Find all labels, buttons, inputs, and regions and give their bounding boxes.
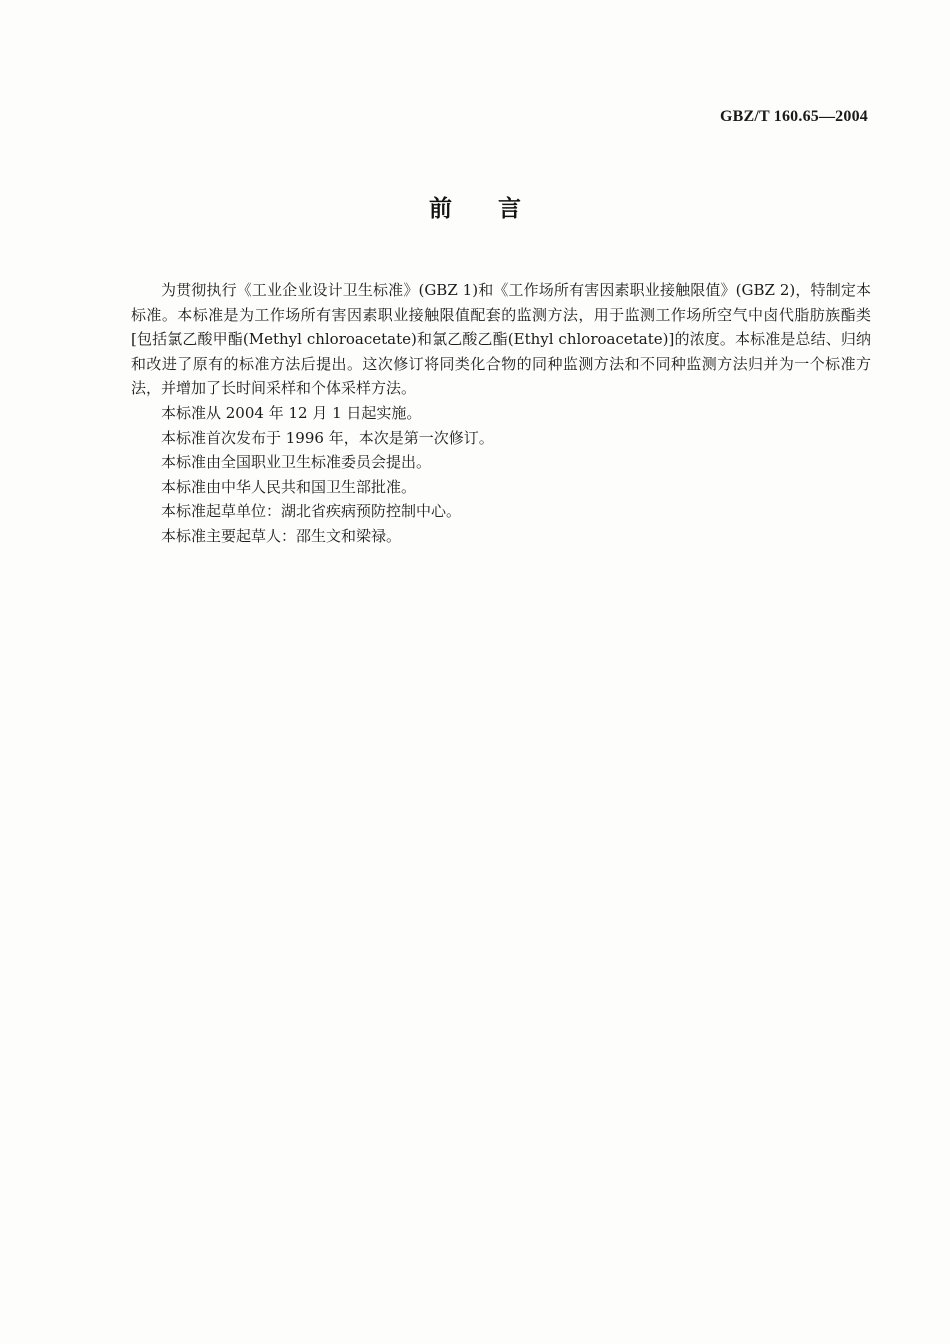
paragraph-effective-date: 本标准从 2004 年 12 月 1 日起实施。 [161,403,422,422]
paragraph-proposed-by: 本标准由全国职业卫生标准委员会提出。 [161,453,432,472]
page-title: 前言 [429,196,567,222]
paragraph-purpose: 为贯彻执行《工业企业设计卫生标准》(GBZ 1)和《工作场所有害因素职业接触限值》(GBZ 2)，特制定本标准。本标准是为工作场所有害因素职业接触限值配套的监测方法，用于监测工作场所空气中卤代脂肪族酯类[包括氯乙酸甲酯(Methyl chloroacetate)和氯乙酸乙酯(Ethyl chloroacetate)]的浓度。本标准是总结、归纳和改进了原有的标准方法后提出。这次修订将同类化合物的同种监测方法和不同种监测方法归并为一个标准方法，并增加了长时间采样和个体采样方法。 [131,281,871,398]
paragraph-first-release: 本标准首次发布于 1996 年，本次是第一次修订。 [161,428,494,447]
document-code: GBZ/T 160.65—2004 [719,108,868,125]
paragraph-main-drafters: 本标准主要起草人：邵生文和梁禄。 [161,526,402,545]
paragraph-approved-by: 本标准由中华人民共和国卫生部批准。 [161,477,417,496]
document-body [131,278,871,549]
paragraph-drafting-unit: 本标准起草单位：湖北省疾病预防控制中心。 [161,502,462,521]
